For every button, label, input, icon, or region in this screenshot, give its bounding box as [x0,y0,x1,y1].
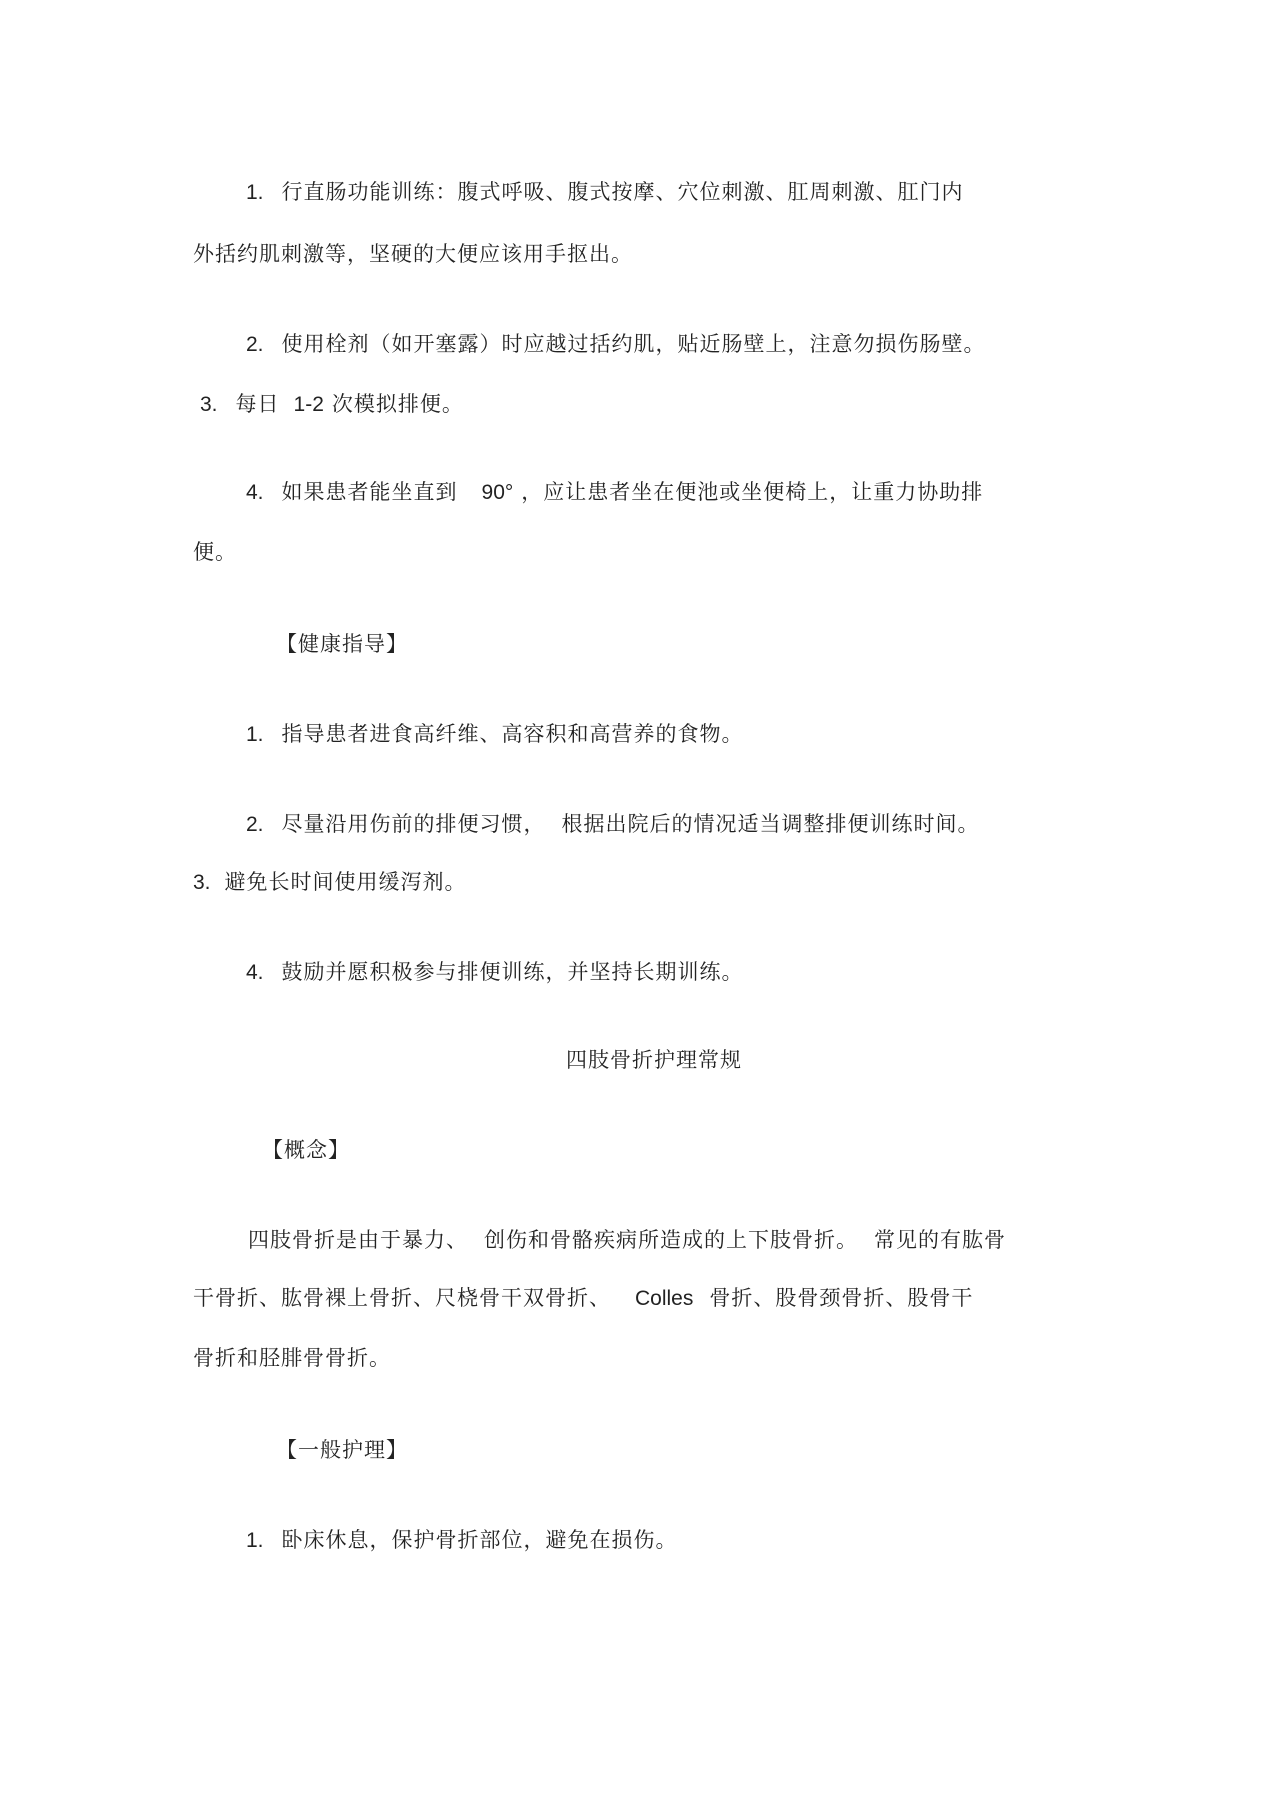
list-text-post: ，应让患者坐在便池或坐便椅上，让重力协助排 [521,480,984,504]
list-item [246,330,986,359]
list-text: 卧床休息，保护骨折部位，避免在损伤。 [281,1528,678,1552]
list-text: 使用栓剂（如开塞露）时应越过括约肌，贴近肠壁上，注意勿损伤肠壁。 [281,332,986,356]
paragraph-latin-term: Colles [635,1287,694,1310]
list-item [246,178,964,207]
list-text-pre: 如果患者能坐直到 [281,480,458,504]
paragraph-line: 骨折和胫腓骨骨折。 [193,1346,391,1370]
section-heading: 【概念】 [262,1138,350,1162]
list-item [246,958,744,987]
section-title: 四肢骨折护理常规 [566,1048,742,1072]
list-text: 指导患者进食高纤维、高容积和高营养的食物。 [281,722,744,746]
list-text-part1: 尽量沿用伤前的排便习惯， [281,812,546,836]
paragraph-line [193,1284,973,1313]
list-number: 3. [200,393,218,416]
list-item [246,1526,678,1555]
list-item-continuation: 便。 [193,540,237,564]
list-number: 4. [246,481,264,504]
list-number: 2. [246,333,264,356]
list-text-pre: 每日 [235,392,280,416]
paragraph-line [248,1226,1006,1254]
list-number: 2. [246,813,264,836]
list-text: 行直肠功能训练：腹式呼吸、腹式按摩、穴位刺激、肛周刺激、肛门内 [281,180,964,204]
list-text: 鼓励并愿积极参与排便训练，并坚持长期训练。 [281,960,744,984]
list-item [246,810,980,839]
paragraph-text: 四肢骨折是由于暴力、 [248,1228,468,1252]
list-number: 3. [193,871,211,894]
list-value: 1-2 [293,393,324,416]
list-text-part2: 根据出院后的情况适当调整排便训练时间。 [561,812,980,836]
list-number: 1. [246,723,264,746]
section-heading: 【一般护理】 [276,1438,408,1462]
section-heading: 【健康指导】 [276,632,408,656]
list-item [246,478,983,507]
list-text-post: 次模拟排便。 [331,392,464,416]
list-item-continuation: 外括约肌刺激等，坚硬的大便应该用手抠出。 [193,242,633,266]
paragraph-text: 干骨折、肱骨裸上骨折、尺桡骨干双骨折、 [193,1286,611,1310]
paragraph-text: 创伤和骨骼疾病所造成的上下肢骨折。 [484,1228,858,1252]
list-text: 避免长时间使用缓泻剂。 [224,870,467,894]
paragraph-text: 常见的有肱骨 [874,1228,1006,1252]
list-number: 1. [246,181,264,204]
list-number: 1. [246,1529,264,1552]
paragraph-text: 骨折、股骨颈骨折、股骨干 [709,1286,974,1310]
list-item [200,390,464,419]
list-item [193,868,467,897]
list-number: 4. [246,961,264,984]
list-value: 90° [481,481,514,504]
list-item [246,720,744,749]
